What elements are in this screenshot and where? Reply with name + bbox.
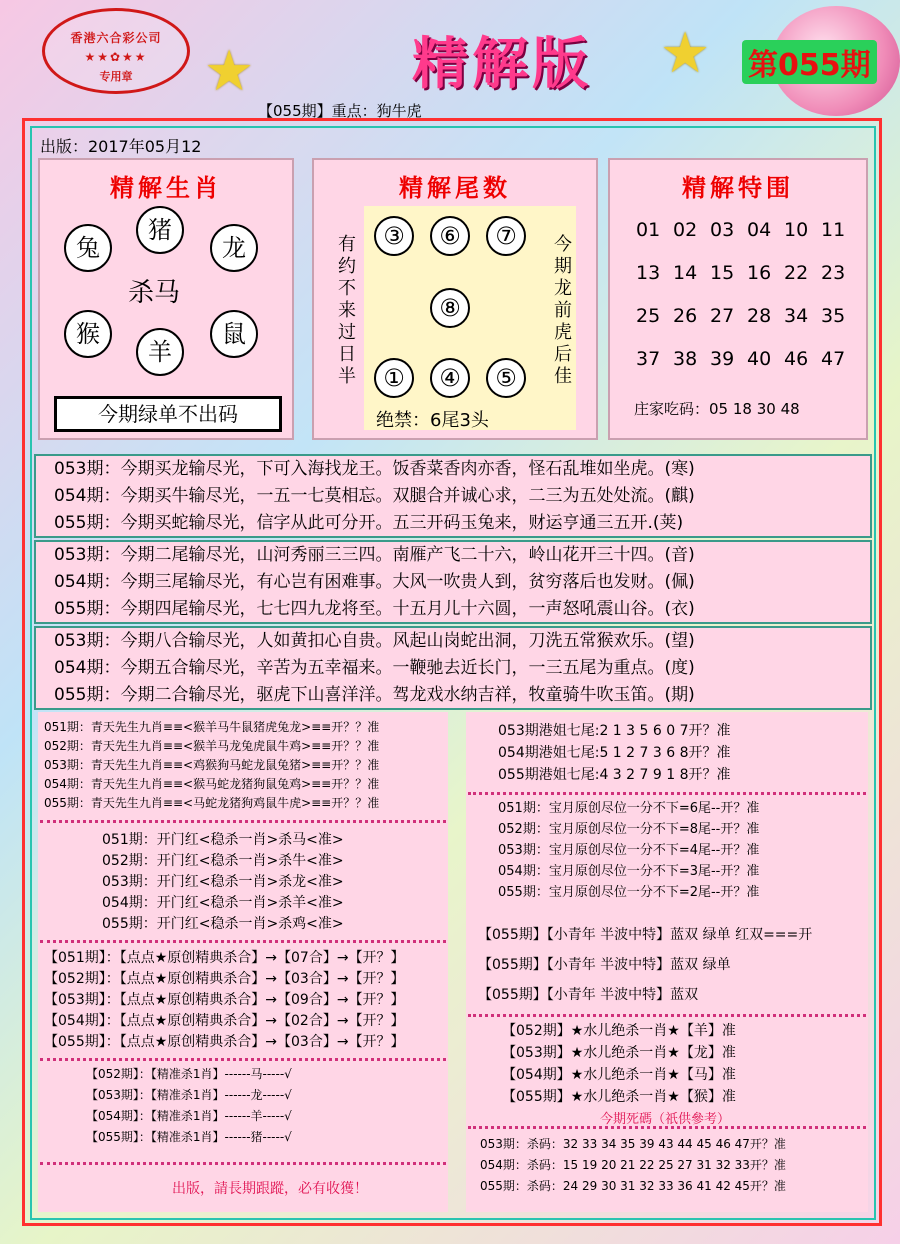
zodiac-circle: 羊	[136, 328, 184, 376]
special-row	[636, 294, 846, 337]
zodiac-circle: 鼠	[210, 310, 258, 358]
poem-line: 054期：今期五合输尽光，辛苦为五幸福来。一鞭驰去近长门，一三五尾为重点。(度)	[54, 658, 695, 678]
water-kill-list	[502, 1020, 736, 1108]
list-item: 053期：杀码：32 33 34 35 39 43 44 45 46 47开？准	[480, 1137, 786, 1151]
list-item: 055期：开门红<稳杀一肖>杀鸡<准>	[102, 916, 344, 932]
star-icon: ★	[204, 39, 255, 104]
tail-panel-title: 精解尾数	[399, 173, 511, 202]
left-vertical-text: 有约不来过日半	[338, 234, 356, 387]
list-item: 【051期】：【点点★原创精典杀合】→【07合】→【开？】	[44, 950, 405, 966]
zodiac-panel	[38, 158, 294, 440]
special-grid	[636, 208, 846, 380]
special-number: 39	[710, 347, 735, 370]
tail-number: ⑤	[486, 358, 526, 398]
divider	[468, 792, 866, 795]
special-number: 03	[710, 218, 735, 241]
special-number: 47	[821, 347, 846, 370]
list-item: 051期：青天先生九肖≡≡<猴羊马牛鼠猪虎兔龙>≡≡开？？准	[44, 720, 380, 734]
dead-number-title: 今期死碼（祇供參考）	[600, 1112, 731, 1127]
tail-number: ④	[430, 358, 470, 398]
red-kill-list	[102, 830, 344, 935]
special-number: 26	[673, 304, 698, 327]
tail-number: ⑥	[430, 216, 470, 256]
list-item: 054期：开门红<稳杀一肖>杀羊<准>	[102, 895, 344, 911]
divider	[40, 820, 446, 823]
issue-badge: 第055期	[742, 40, 877, 84]
poem-line: 055期：今期买蛇输尽光，信字从此可分开。五三开码玉兔来，财运亨通三五开.(荚)	[54, 513, 684, 533]
special-row	[636, 208, 846, 251]
list-item: 055期：宝月原创尽位一分不下=2尾--开？准	[498, 885, 760, 900]
special-number: 27	[710, 304, 735, 327]
divider	[468, 1014, 866, 1017]
special-number: 38	[673, 347, 698, 370]
list-item: 【055期】【小青年 半波中特】蓝双 绿单 红双===开	[478, 927, 813, 943]
list-item: 【053期】★水儿绝杀一肖★【龙】准	[502, 1045, 736, 1061]
list-item: 【055期】【小青年 半波中特】蓝双 绿单	[478, 957, 731, 973]
tail-number: ③	[374, 216, 414, 256]
special-number: 35	[821, 304, 846, 327]
tail-number: ⑧	[430, 288, 470, 328]
list-item: 【054期】★水儿绝杀一肖★【马】准	[502, 1067, 736, 1083]
green-note: 今期绿单不出码	[54, 396, 282, 432]
seal-text-stars: ★★✿★★	[84, 50, 148, 64]
list-item: 【052期】：【点点★原创精典杀合】→【03合】→【开？】	[44, 971, 405, 987]
special-number: 14	[673, 261, 698, 284]
list-item: 055期港姐七尾:4 3 2 7 9 1 8开？准	[498, 767, 731, 783]
poem-band-zodiac	[34, 454, 872, 538]
list-item: 052期：青天先生九肖≡≡<猴羊马龙兔虎鼠牛鸡>≡≡开？？准	[44, 739, 380, 753]
special-panel	[608, 158, 868, 440]
poem-line: 054期：今期三尾输尽光，有心岂有困难事。大风一吹贵人到，贫穷落后也发财。(佩)	[54, 572, 695, 592]
special-number: 10	[784, 218, 809, 241]
list-item: 053期：开门红<稳杀一肖>杀龙<准>	[102, 874, 344, 890]
right-vertical-text: 今期龙前虎后佳	[554, 234, 572, 387]
kill-number-list	[480, 1134, 786, 1197]
list-item: 【053期】：【点点★原创精典杀合】→【09合】→【开？】	[44, 992, 405, 1008]
list-item: 054期港姐七尾:5 1 2 7 3 6 8开？准	[498, 745, 731, 761]
divider	[40, 1058, 446, 1061]
special-number: 37	[636, 347, 661, 370]
list-item: 055期：杀码：24 29 30 31 32 33 36 41 42 45开？准	[480, 1179, 786, 1193]
star-icon: ★	[660, 21, 711, 86]
list-item: 051期：宝月原创尽位一分不下=6尾--开？准	[498, 801, 760, 816]
combo-kill-list	[44, 948, 405, 1053]
tail-panel	[312, 158, 598, 440]
forbid-text: 绝禁：6尾3头	[376, 410, 489, 431]
baoyue-list	[498, 798, 759, 903]
special-number: 46	[784, 347, 809, 370]
seal-stamp	[42, 8, 190, 94]
list-item: 054期：宝月原创尽位一分不下=3尾--开？准	[498, 864, 760, 879]
special-number: 02	[673, 218, 698, 241]
list-item: 053期：宝月原创尽位一分不下=4尾--开？准	[498, 843, 760, 858]
list-item: 【052期】★水儿绝杀一肖★【羊】准	[502, 1023, 736, 1039]
nine-zodiac-list	[44, 718, 379, 813]
left-column	[38, 712, 448, 1212]
list-item: 054期：青天先生九肖≡≡<猴马蛇龙猪狗鼠兔鸡>≡≡开？？准	[44, 777, 380, 791]
page-title: 精解版	[412, 31, 592, 97]
special-number: 01	[636, 218, 661, 241]
poem-band-tail	[34, 540, 872, 624]
publish-date: 出版：2017年05月12	[40, 137, 202, 156]
special-number: 22	[784, 261, 809, 284]
poem-line: 053期：今期买龙输尽光，下可入海找龙王。饭香菜香肉亦香，怪石乱堆如坐虎。(寒)	[54, 459, 695, 479]
poem-line: 053期：今期八合输尽光，人如黄扣心自贵。风起山岗蛇出洞，刀洗五常猴欢乐。(望)	[54, 631, 695, 651]
special-panel-title: 精解特围	[682, 173, 794, 202]
seal-text-top: 香港六合彩公司	[70, 31, 162, 45]
poem-line: 055期：今期二合输尽光，驱虎下山喜洋洋。驾龙戏水纳吉祥，牧童骑牛吹玉笛。(期)	[54, 685, 695, 705]
special-number: 34	[784, 304, 809, 327]
list-item: 051期：开门红<稳杀一肖>杀马<准>	[102, 832, 344, 848]
tail-number: ①	[374, 358, 414, 398]
tail-number: ⑦	[486, 216, 526, 256]
seal-text-bottom: 专用章	[99, 70, 133, 83]
divider	[40, 1162, 446, 1165]
zodiac-circle: 龙	[210, 224, 258, 272]
list-item: 【055期】：【点点★原创精典杀合】→【03合】→【开？】	[44, 1034, 405, 1050]
zodiac-circle: 猴	[64, 310, 112, 358]
special-number: 28	[747, 304, 772, 327]
poem-line: 054期：今期买牛输尽光，一五一七莫相忘。双腿合并诚心求，二三为五处处流。(麒)	[54, 486, 695, 506]
youth-wave-list	[478, 920, 812, 1010]
special-number: 25	[636, 304, 661, 327]
poem-line: 053期：今期二尾输尽光，山河秀丽三三四。南雁产飞二十六，岭山花开三十四。(音)	[54, 545, 695, 565]
poem-line: 055期：今期四尾输尽光，七七四九龙将至。十五月儿十六圆，一声怒吼震山谷。(衣)	[54, 599, 695, 619]
special-number: 11	[821, 218, 846, 241]
list-item: 【055期】：【精准杀1肖】------猪-----√	[86, 1130, 292, 1144]
special-number: 13	[636, 261, 661, 284]
special-number: 04	[747, 218, 772, 241]
list-item: 054期：杀码：15 19 20 21 22 25 27 31 32 33开？准	[480, 1158, 786, 1172]
list-item: 【054期】：【点点★原创精典杀合】→【02合】→【开？】	[44, 1013, 405, 1029]
right-column	[466, 712, 868, 1212]
zodiac-circle: 兔	[64, 224, 112, 272]
zodiac-panel-title: 精解生肖	[110, 173, 222, 202]
dealer-text: 庄家吃码：05 18 30 48	[634, 400, 800, 418]
special-number: 16	[747, 261, 772, 284]
poem-band-combo	[34, 626, 872, 710]
list-item: 【055期】【小青年 半波中特】蓝双	[478, 987, 699, 1003]
list-item: 【054期】：【精准杀1肖】------羊-----√	[86, 1109, 292, 1123]
kill-zodiac: 杀马	[128, 278, 181, 308]
key-point: 【055期】重点：狗牛虎	[258, 102, 422, 120]
divider	[40, 940, 446, 943]
footer-note: 出版，請長期跟蹤，必有收獲！	[172, 1181, 368, 1197]
zodiac-circle: 猪	[136, 206, 184, 254]
list-item: 【053期】：【精准杀1肖】------龙-----√	[86, 1088, 292, 1102]
special-row	[636, 251, 846, 294]
list-item: 053期港姐七尾:2 1 3 5 6 0 7开？准	[498, 723, 731, 739]
special-number: 23	[821, 261, 846, 284]
list-item: 【052期】：【精准杀1肖】------马-----√	[86, 1067, 292, 1081]
precise-kill-list	[86, 1064, 292, 1148]
list-item: 053期：青天先生九肖≡≡<鸡猴狗马蛇龙鼠兔猪>≡≡开？？准	[44, 758, 380, 772]
divider	[468, 1126, 866, 1129]
list-item: 【055期】★水儿绝杀一肖★【猴】准	[502, 1089, 736, 1105]
sister-tail-list	[498, 720, 731, 786]
list-item: 052期：宝月原创尽位一分不下=8尾--开？准	[498, 822, 760, 837]
special-number: 15	[710, 261, 735, 284]
list-item: 052期：开门红<稳杀一肖>杀牛<准>	[102, 853, 344, 869]
list-item: 055期：青天先生九肖≡≡<马蛇龙猪狗鸡鼠牛虎>≡≡开？？准	[44, 796, 380, 810]
special-row	[636, 337, 846, 380]
special-number: 40	[747, 347, 772, 370]
